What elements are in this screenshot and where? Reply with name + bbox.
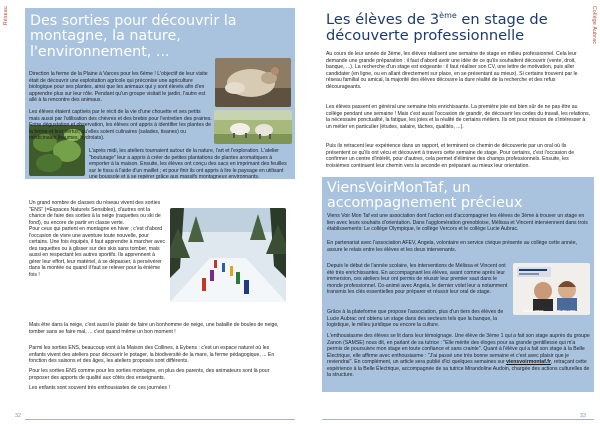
- ens-paragraph: Parmi les sorties ENS, beaucoup vont à la Maison des Collines, à Eybens : c'est un espace naturel où les enfants vivent des ateliers pour découvrir le potager, la biodiversité de la mare, la ferme pédagogique, ... En fonction des saisons et des âges, les ateliers proposés sont différents.: [29, 345, 275, 365]
- vvmt-paragraph-1: Viens Voir Mon Taf est une association dont l'action est d'accompagner les élèves de 3ème à trouver un stage en lien avec leurs souhaits d'orientation. Dans l'agglomération grenobloise, Mélissa et Vincent interviennent dans trois établissements: Le collège Olympique, le collège Vercors et le collège Lucie Aubrac.: [327, 213, 588, 233]
- farm-paragraph-1: Direction la ferme de la Plaine à Varces pour les 6ème ! L'objectif de leur visite était de découvrir une exploitation agricole qui préconise une agriculture biologique pour ses plantes, ainsi que les animaux qui y sont élevés afin d'en apprendre plus sur leur rôle. Pendant qu'un groupe visitait le jardin, l'autre est allé à la rencontre des animaux.: [29, 71, 208, 104]
- section-tab: Collège Aubrac: [591, 6, 597, 45]
- article-title: Des sorties pour découvrir la montagne, la nature, l'environnement, ...: [30, 13, 237, 60]
- stage-title-part-2: en stage de découverte professionnelle: [326, 11, 548, 44]
- footer-rule: [322, 419, 594, 420]
- stage-title: [326, 12, 588, 44]
- stage-title-part-1: Les élèves de 3: [326, 11, 440, 28]
- vvmt-paragraph-2: En partenariat avec l'association AFEV, Angela, volontaire en service civique présente au collège cette année, assure le relais entre les élèves et les deux intervenants.: [327, 240, 577, 253]
- page-number: 32: [15, 413, 22, 419]
- right-page: [300, 0, 600, 424]
- snow-paragraph-3: Mais être dans la neige, c'est aussi le plaisir de faire un bonhomme de neige, une bataille de boules de neige, tomber sans se faire mal, ... c'est quand même un bon moment !: [29, 322, 279, 335]
- stage-paragraph-2: Les élèves passent en général une semaine très enrichissante. La première joie est bien sûr de ne pas être au collège pendant une semaine ! Mais c'est aussi l'occasion de grandir, de découvrir les codes du travail, les relations, la nécessaire ponctualité, la fatigue, les joies et la réalité de certains métiers. Ils ont pour mission de s'intéresser à un métier en particulier (études, salaire, tâches, qualités, ...).: [326, 104, 590, 130]
- footer-rule: [25, 419, 295, 420]
- photo-caption-vincent: VINCENT ORIGNE: [523, 310, 544, 313]
- testimony-end: , retraçant cette expérience à la Belle Électrique, accompagnée de sa tutrice Mirandoline Audoin, chargée des actions culturelles de la structure.: [327, 359, 590, 379]
- photo-caption-melissa: MÉLISSA LIBER: [557, 310, 576, 313]
- farm-paragraph-2: Les élèves étaient captivés par le récit de la vie d'une chouette et ses petits mais aussi par l'utilisation des chèvres et des brebis pour l'entretien des prairies. Entre dégustation et observation, les élèves ont appris à identifier les plantes de la ferme et leur vertus, qu'elles soient culinaires (salades, tisanes) ou médicinales (baumes, hydrolats).: [29, 109, 212, 142]
- testimony-text: L'enthousiasme des élèves se lit dans leur témoignage. Une élève de 3ème 1 qui a fait son stage auprès du groupe Zanon (SAMSE) nous dit, en parlant de sa tutrice : "Elle mérite des éloges pour sa grande gentillesse qui m'a permis de poursuivre mon stage en toute confiance et sans crainte". Quant à l'élève qui a fait son stage à la Belle Électrique, elle affirme avec enthousiasme : "J'ai passé une très bonne semaine et c'est avec plaisir que je reviendrai". En complément, un article sera publié d'ici quelques semaines sur: [327, 333, 590, 366]
- vvmt-paragraph-4: Grâce à la plateforme que propose l'association, plus d'un tiers des élèves de Lucie Aubrac ont obtenu un stage dans des secteurs tels que la banque, la logistique, le milieu juridique ou encore la culture.: [327, 309, 504, 329]
- goats-photo: [214, 110, 292, 144]
- stage-title-superscript: ème: [439, 11, 457, 21]
- association-link[interactable]: viensvoirmontaf.fr: [506, 359, 551, 366]
- sheep-photo: [215, 58, 291, 107]
- page-number: 33: [579, 413, 586, 419]
- stage-paragraph-3: Puis ils retracent leur expérience dans un rapport, et terminent ce chemin de découverte par un oral où ils présentent ce qu'ils ont vécu et découvert à travers cette semaine de stage. Pour certains, c'est l'occasion de confirmer un centre d'intérêt, pour d'autres, cela permet d'éliminer des champs professionnels. Ensuite, les troisièmes continuent leur chemin vers la seconde en préparant au mieux leur orientation.: [326, 143, 575, 169]
- section-tab: Réseau: [3, 6, 9, 26]
- snow-paragraph-1: Un grand nombre de classes du réseau vivent des sorties "ENS" (=Espaces Naturels Sensibles), d'autres ont la chance de faire des sorties à la neige (raquettes ou ski de fond), ou encore de partir en classe verte.: [29, 200, 161, 226]
- vvmt-paragraph-5: [327, 333, 590, 379]
- animators-paragraph: Pour les sorties ENS comme pour les sorties montagne, en plus des parents, des animateurs sont là pour proposer des apports de qualité aux côtés des enseignants.: [29, 368, 270, 381]
- enthusiasm-paragraph: Les enfants sont souvent très enthousiastes de ces journées !: [29, 385, 170, 391]
- intervenants-photo: [513, 263, 590, 315]
- vvmt-paragraph-3: Depuis le début de l'année scolaire, les interventions de Mélissa et Vincent ont été très enrichissantes. En accompagnant les élèves, avant comme après leur immersion, ces ateliers leur ont permis de réussir leur premier saut dans le monde professionnel. Co-animé avec Angela, le dernier volet leur a notamment transmis les clés essentielles pour préparer et réussir leur oral de stage.: [327, 263, 508, 296]
- stage-paragraph-1: Au cours de leur année de 3ème, les élèves réalisent une semaine de stage en milieu professionnel. Cela leur demande une grande préparation : il faut d'abord avoir une idée de ce qu'ils souhaitent découvrir (vente, droit, banque, ...). La recherche d'un stage est exigeante : il faut réaliser son CV, une lettre de motivation, puis aller candidater (en ligne, ou en allant directement sur place, en se présentant au mieux). Si certains trouvent par le réseau familial ou amical, la majorité des élèves découvre la dure réalité de la recherche et des refus décourageants.: [326, 51, 578, 90]
- snow-paragraph-2: Pour ceux qui partent en montagne en hiver ; c'est d'abord l'occasion de vivre une aventure toute nouvelle, pour certains. Une fois équipés, il faut apprendre à marcher avec des raquettes ou à glisser sur des skis sans tomber, mais aussi en respectant les autres sportifs. Ils apprennent à gérer leur effort, leur matériel, à se dépasser, à persévérer dans la montée ou quand il faut se relever pour la énième fois !: [29, 226, 166, 278]
- farm-paragraph-3: L'après midi, les ateliers tournaient autour de la nature, l'art et l'exploration. L'atelier "bouturage" leur a appris à créer de petites plantations de plantes aromatiques à emporter à la maison. Ensuite, les élèves ont conçu des sacs en imprimant des feuilles sur le tissu à l'aide d'un maillet ; et pour finir ils ont appris à lire le paysage en utilisant une boussole et à se repérer grâce aux massifs montagneux environnants.: [89, 148, 287, 181]
- snow-photo: [170, 208, 286, 302]
- vvmt-title: ViensVoirMonTaf, un accompagnement précieux: [327, 180, 523, 212]
